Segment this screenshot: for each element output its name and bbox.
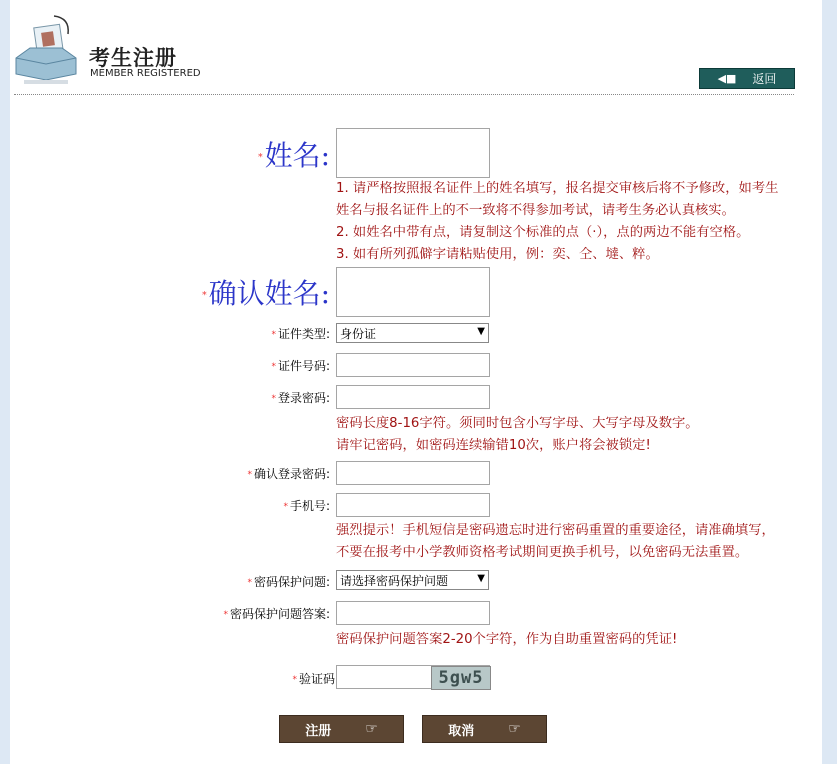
back-button[interactable]	[699, 68, 795, 89]
captcha-image[interactable]: 5gw5	[431, 666, 491, 690]
security-answer-hint: 密码保护问题答案2-20个字符，作为自助重置密码的凭证!	[336, 632, 678, 647]
id-card-logo-icon	[14, 14, 78, 84]
name-input[interactable]	[336, 128, 490, 178]
confirm-name-input[interactable]	[336, 267, 490, 317]
captcha-label: * 验证码	[292, 672, 335, 686]
chevron-down-icon: ▼	[477, 326, 485, 337]
phone-hints: 强烈提示！手机短信是密码遗忘时进行密码重置的重要途径，请准确填写， 不要在报考中小学教师资格考试期间更换手机号，以免密码无法重置。	[336, 523, 775, 560]
register-button[interactable]	[279, 715, 404, 743]
header-divider	[14, 94, 794, 95]
password-input[interactable]	[336, 385, 490, 409]
id-number-input[interactable]	[336, 353, 490, 377]
back-button-label: 返回	[752, 72, 777, 86]
name-hints: 1. 请严格按照报名证件上的姓名填写，报名提交审核后将不予修改，如考生 姓名与报名证件上的不一致将不得参加考试，请考生务必认真核实。 2. 如姓名中带有点，请复制这个标准的点（·），点的两边不能有空格。 3. 如有所列孤僻字请粘贴使用，例：奕、仝、墶、粹。	[336, 181, 779, 262]
confirm-password-input[interactable]	[336, 461, 490, 485]
confirm-password-label: * 确认登录密码:	[247, 467, 330, 481]
phone-input[interactable]	[336, 493, 490, 517]
hand-pointer-icon: ☞	[365, 721, 378, 737]
security-answer-input[interactable]	[336, 601, 490, 625]
security-question-select[interactable]	[336, 570, 489, 590]
security-question-value: 请选择密码保护问题	[340, 573, 449, 588]
register-button-label: 注册	[305, 723, 332, 739]
password-hints: 密码长度8-16字符。须同时包含小写字母、大写字母及数字。 请牢记密码，如密码连续输错10次，账户将会被锁定!	[336, 416, 699, 453]
security-answer-label: * 密码保护问题答案:	[223, 607, 330, 621]
page-title: 考生注册	[89, 46, 177, 70]
password-label: * 登录密码:	[271, 391, 330, 405]
id-type-value: 身份证	[340, 326, 377, 341]
id-type-select[interactable]	[336, 323, 489, 343]
page-header	[14, 14, 794, 96]
chevron-down-icon: ▼	[477, 573, 485, 584]
cancel-button-label: 取消	[448, 723, 475, 739]
confirm-name-label: *确认姓名:	[202, 277, 330, 310]
security-question-label: * 密码保护问题:	[247, 575, 330, 589]
id-type-label: * 证件类型:	[271, 327, 330, 341]
cancel-button[interactable]	[422, 715, 547, 743]
hand-pointer-icon: ☞	[508, 721, 521, 737]
id-number-label: * 证件号码:	[271, 359, 330, 373]
name-label: *姓名:	[258, 139, 330, 172]
page-subtitle: MEMBER REGISTERED	[90, 68, 201, 79]
phone-label: * 手机号:	[283, 499, 330, 513]
back-arrow-icon: ◀■	[717, 72, 737, 85]
